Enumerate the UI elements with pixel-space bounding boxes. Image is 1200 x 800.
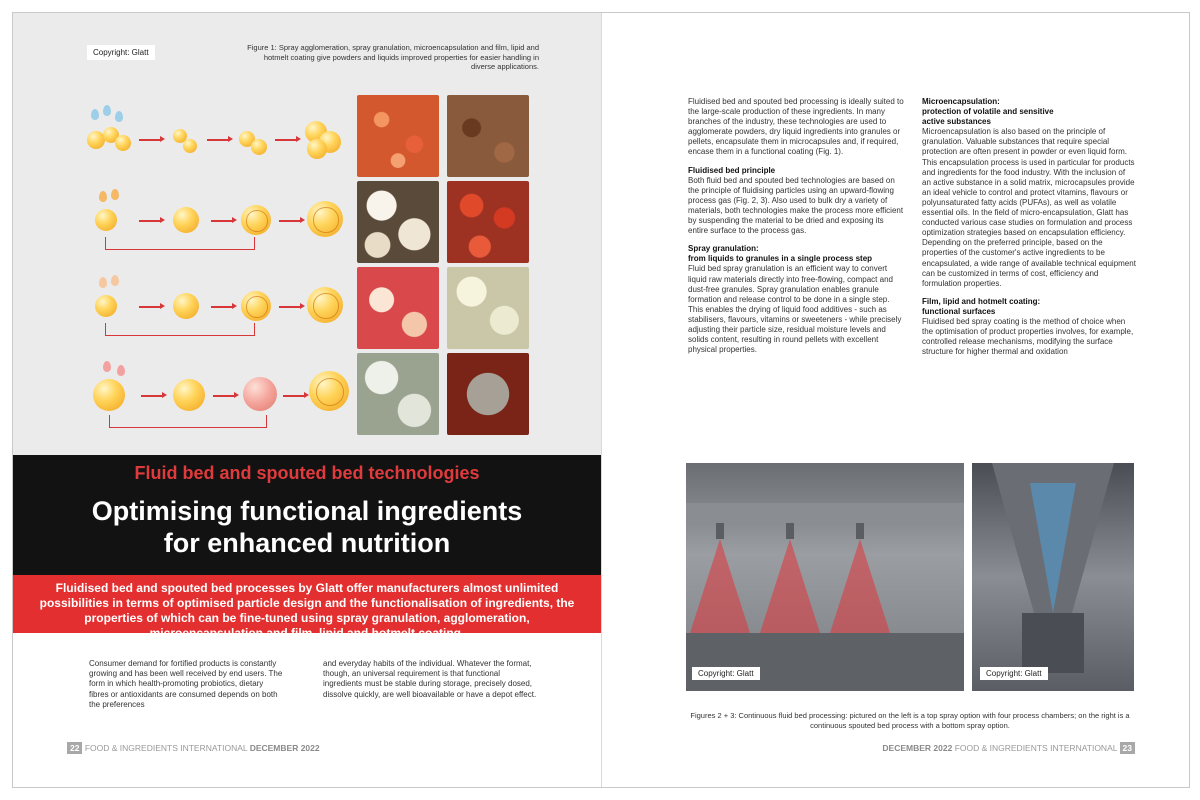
film-paragraph: Fluidised bed spray coating is the method of choice when the optimisation of product properties involves, for example, controlled release mechanisms, modifying the surface structure for higher thermal and oxidation <box>922 316 1134 357</box>
magazine-spread <box>12 12 1190 788</box>
droplet-icon <box>117 365 125 376</box>
coated-particle-icon <box>309 371 349 411</box>
photo-agglomerates-brown <box>447 95 529 177</box>
process-row-granulation <box>79 189 349 259</box>
nozzle <box>856 523 864 539</box>
headline-title-line1: Optimising functional ingredients <box>91 496 523 526</box>
arrow-right-icon <box>211 306 233 308</box>
photo-microcapsules-red <box>357 267 439 349</box>
droplet-icon <box>99 191 107 202</box>
spray-manifold <box>686 503 964 523</box>
arrow-right-icon <box>275 139 297 141</box>
arrow-right-icon <box>213 395 235 397</box>
droplet-icon <box>111 275 119 286</box>
arrow-right-icon <box>139 139 161 141</box>
photo-microcapsules-clear <box>447 267 529 349</box>
standfirst-band <box>13 575 601 640</box>
arrow-right-icon <box>279 220 301 222</box>
issue-month-left: DECEMBER 2022 <box>249 743 320 753</box>
headline-title <box>33 495 581 559</box>
particle-icon <box>183 139 197 153</box>
nozzle <box>786 523 794 539</box>
right-col1 <box>688 97 904 363</box>
principle-paragraph: Both fluid bed and spouted bed technologies are based on the principle of fluidising particles using an upward-flowing process gas (Fig. 2, 3). Also used to bulk dry a variety of materials, both technologies make the process more efficient by suspending the material to be dried and exposing its entire surface to the process gas. <box>688 175 904 236</box>
section-heading-spray-2: from liquids to granules in a single process step <box>688 254 873 264</box>
recycle-loop <box>105 237 255 250</box>
arrow-right-icon <box>211 220 233 222</box>
spray-paragraph: Fluid bed spray granulation is an efficient way to convert liquid raw materials directly into free-flowing, compact and dust-free granules. Spray granulation enables granule formation and release control to be done in a single step. This enables the drying of liquid food additives - such as stabilisers, flavours, vitamins or sweeteners - while precisely adjusting their particle size, residual moisture levels and solids content, resulting in round pellets with excellent physical properties. <box>688 264 902 355</box>
section-heading-micro-2: protection of volatile and sensitive <box>922 107 1054 117</box>
page-number-left: 22 <box>67 742 82 754</box>
figure-2-3 <box>686 463 1134 703</box>
spray-cone <box>830 539 890 633</box>
fluid-bed-base <box>686 633 964 691</box>
process-row-coating <box>79 361 349 431</box>
arrow-right-icon <box>141 395 163 397</box>
coated-particle-icon <box>243 377 277 411</box>
droplet-icon <box>111 189 119 200</box>
figure-1 <box>13 13 601 455</box>
spouted-bed-illustration <box>972 463 1134 691</box>
particle-icon <box>93 379 125 411</box>
section-heading-principle: Fluidised bed principle <box>688 165 776 175</box>
section-heading-micro-3: active substances <box>922 117 991 127</box>
process-row-microencapsulation <box>79 275 349 345</box>
recycle-loop <box>105 323 255 336</box>
arrow-right-icon <box>207 139 229 141</box>
right-col2 <box>922 97 1136 365</box>
photo-agglomerates-orange <box>357 95 439 177</box>
issue-month-right: DECEMBER 2022 <box>882 743 953 753</box>
photo-granules-white <box>357 181 439 263</box>
arrow-right-icon <box>139 220 161 222</box>
intro-paragraph: Fluidised bed and spouted bed processing is ideally suited to the large-scale production of these ingredients. In many branches of the industry, these technologies are used to agglomerate powders, dry liquid ingredients into granules or pellets, encapsulate them in microcapsules and, if required, encase them in a functional coating (Fig. 1). <box>688 97 904 157</box>
droplet-icon <box>103 105 111 116</box>
spray-cone <box>760 539 820 633</box>
capsule-icon <box>241 291 271 321</box>
publication-name-right: FOOD & INGREDIENTS INTERNATIONAL <box>954 743 1118 753</box>
section-heading-film-2: functional surfaces <box>922 306 996 316</box>
arrow-right-icon <box>139 306 161 308</box>
agglomerate-icon <box>307 139 327 159</box>
photo-top-spray-fluid-bed <box>686 463 964 691</box>
photo-coated-translucent <box>357 353 439 435</box>
nozzle <box>716 523 724 539</box>
spray-cone <box>690 539 750 633</box>
page-number-right: 23 <box>1120 742 1135 754</box>
photo-granules-red <box>447 181 529 263</box>
particle-icon <box>251 139 267 155</box>
left-page <box>13 13 601 787</box>
recycle-loop <box>109 415 267 428</box>
section-heading-micro-1: Microencapsulation: <box>922 97 1000 106</box>
granule-icon <box>307 201 343 237</box>
top-spray-illustration <box>686 463 964 691</box>
particle-icon <box>173 207 199 233</box>
droplet-icon <box>115 111 123 122</box>
standfirst-text: Fluidised bed and spouted bed processes by Glatt offer manufacturers almost unlimited possibilities in terms of optimised particle design and the functionalisation of ingredients, the properties of which can be fine-tuned using spray granulation, agglomeration, microencapsulation and film, lipid and hotmelt coating. <box>39 581 575 640</box>
headline-title-line2: for enhanced nutrition <box>163 528 451 558</box>
spouted-bed-base <box>1022 613 1084 673</box>
figure-2-3-caption: Figures 2 + 3: Continuous fluid bed processing: pictured on the left is a top spray option with four process chambers; on the right is a continuous spouted bed process with a bottom spray option. <box>690 711 1130 730</box>
particle-icon <box>115 135 131 151</box>
figure-1-caption: Figure 1: Spray agglomeration, spray granulation, microencapsulation and film, lipid and hotmelt coating give powders and liquids improved properties for easier handling in diverse applications. <box>247 43 539 71</box>
micro-paragraph: Microencapsulation is also based on the principle of granulation. Valuable substances that require special protection are often present in powder or even liquid form. This encapsulation process is used in particular for products and ingredients for the food industry. With the inclusion of an active substance in a solid matrix, microcapsules provide an ideal vehicle to control and protect vitamins, flavours or polyunsaturated fatty acids (PUFAs), as well as volatile essential oils. In the field of micro-encapsulation, Glatt has conducted various case studies on formulation and process optimization strategies based on encapsulation efficiency. Depending on the preferred principle, based on the properties of the customer's active ingredients to be encapsulated, a wide range of available technical equipment can be customized in terms of cost, efficiency and formulation properties. <box>922 127 1136 288</box>
right-page <box>602 13 1189 787</box>
figure-3-copyright: Copyright: Glatt <box>980 667 1048 680</box>
droplet-icon <box>99 277 107 288</box>
particle-icon <box>173 379 205 411</box>
folio-right <box>882 743 1135 753</box>
photo-coated-cross-section <box>447 353 529 435</box>
process-row-agglomeration <box>79 105 349 175</box>
headline-band <box>13 455 601 575</box>
droplet-icon <box>103 361 111 372</box>
publication-name-left: FOOD & INGREDIENTS INTERNATIONAL <box>84 743 248 753</box>
section-heading-spray-1: Spray granulation: <box>688 244 759 254</box>
particle-icon <box>95 295 117 317</box>
left-body-col2: and everyday habits of the individual. Whatever the format, though, an universal requirement is that functional ingredients must be stable during storage, precisely dosed, dissolve quickly, are well bioavailable or have a depot effect. <box>323 659 537 699</box>
headline-kicker: Fluid bed and spouted bed technologies <box>134 463 480 483</box>
arrow-right-icon <box>279 306 301 308</box>
left-body-col1: Consumer demand for fortified products is constantly growing and has been well received by end users. The form in which health-promoting probiotics, dietary fibres or antioxidants are consumed depends on both the preferences <box>89 659 283 709</box>
arrow-right-icon <box>283 395 305 397</box>
granule-icon <box>241 205 271 235</box>
section-heading-film-1: Film, lipid and hotmelt coating: <box>922 296 1041 306</box>
figure-1-copyright: Copyright: Glatt <box>87 45 155 60</box>
capsule-icon <box>307 287 343 323</box>
figure-2-copyright: Copyright: Glatt <box>692 667 760 680</box>
particle-icon <box>95 209 117 231</box>
folio-left <box>67 743 320 753</box>
photo-spouted-bed <box>972 463 1134 691</box>
particle-icon <box>173 293 199 319</box>
droplet-icon <box>91 109 99 120</box>
